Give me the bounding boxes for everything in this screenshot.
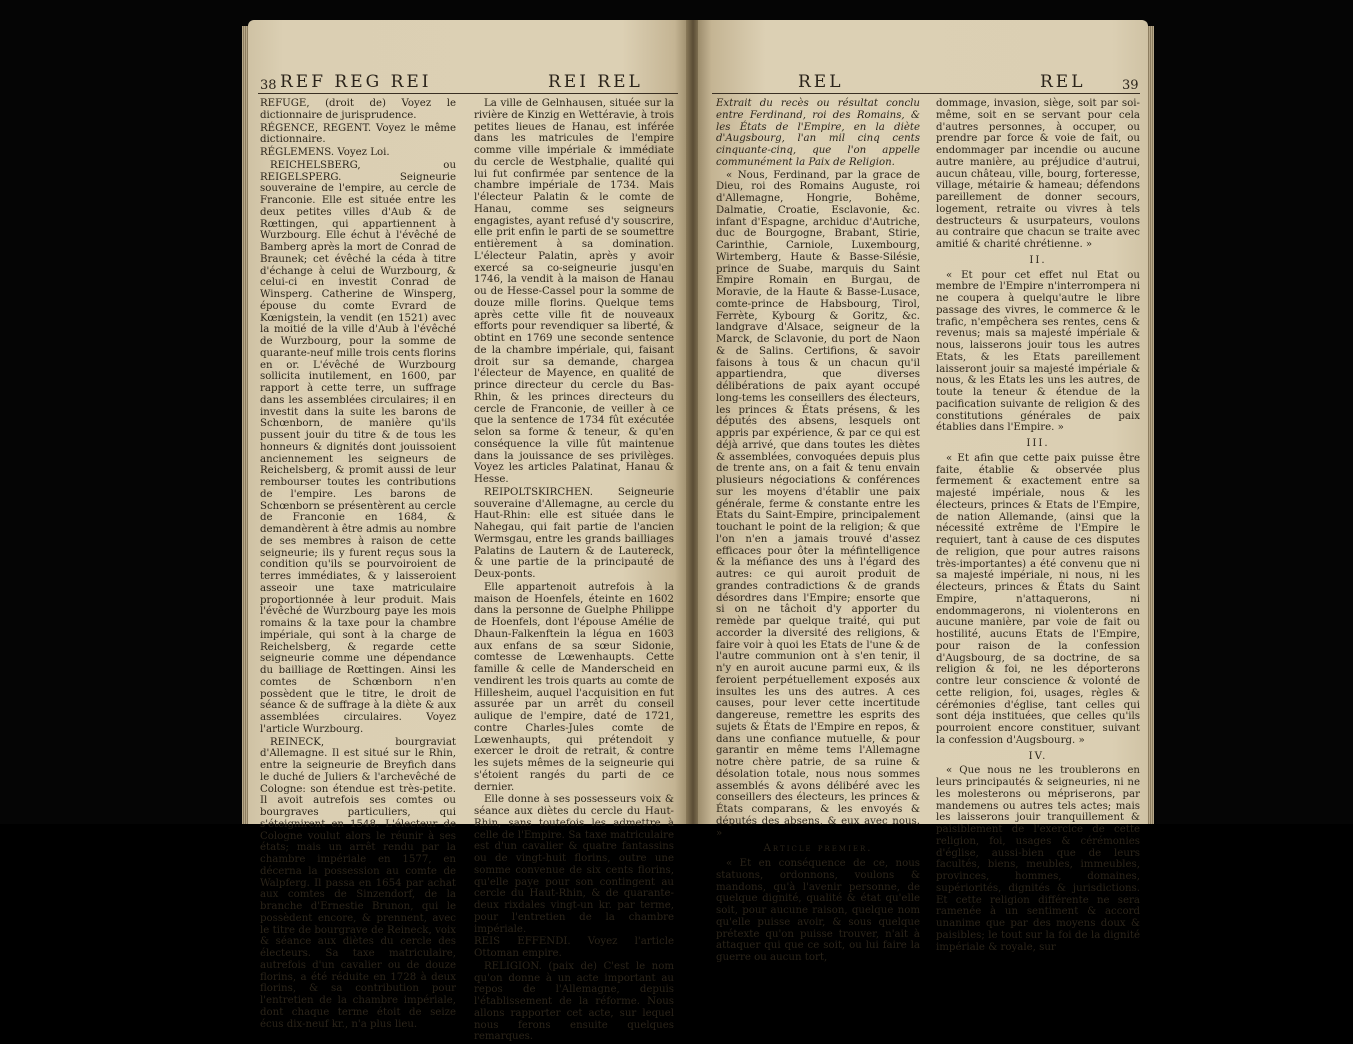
left-page [248, 20, 688, 1043]
paragraph: Article premier. [763, 843, 873, 855]
paragraph: « Et en conséquence de ce, nous statuons, ordonnons, voulons & mandons, qu'à l'avenir personne, de quelque dignité, qualité & état qu'elle soit, pour aucune raison, quelque nom qu'elle puisse avoir, & sous quelque prétexte qu'on puisse trouver, n'ait à attaquer qui que ce soit, ou lui faire la guerre ou aucun tort, [716, 858, 920, 963]
paragraph: « Que nous ne les troublerons en leurs principautés & seigneuries, ni ne les molesterons ou mépriserons, par mandemens ou autres tels actes; mais les laisserons jouir tranquillement & paisiblement de l'exercice de cette religion, foi, usages & cérémonies d'église, aussi-bien que de leurs facultés, biens, meubles, immeubles, provinces, hommes, domaines, supériorités, dignités & jurisdictions. Et cette religion différente ne sera ramenée à un sentiment & accord unanime que par des moyens doux & paisibles; le tout sur la foi de la dignité impériale & royale, sur [936, 765, 1140, 953]
right-column-2 [936, 98, 1140, 954]
paragraph: III. [1026, 438, 1050, 449]
paragraph: REIS EFFENDI. Voyez l'article Ottoman empire. [474, 936, 674, 959]
paragraph: « Et pour cet effet nul Etat ou membre de l'Empire n'interrompera ni ne coupera à quelqu'autre le libre passage des vivres, le commerce & le trafic, n'empêchera ses rentes, cens & revenus; mais sa majesté impériale & nous, laisserons jouir tous les autres Etats, & les Etats pareillement laisseront jouir sa majesté impériale & nous, & les Etats les uns les autres, de toute la teneur & étendue de la pacification suivante de religion & des constitutions générales de paix établies dans l'Empire. » [936, 269, 1140, 434]
right-head-rule [712, 93, 1140, 94]
right-page [698, 20, 1148, 963]
paragraph: « Et afin que cette paix puisse être faite, établie & observée plus fermement & exactement entre sa majesté impériale, nous & les électeurs, princes & Etats de l'Empire, de nation Allemande, (ainsi que la nécessité extrême de l'Empire le requiert, tant à cause de ces disputes de religion, que pour autres raisons très-importantes) a été convenu que ni sa majesté impériale, ni nous, ni les électeurs, princes & États du Saint Empire, n'attaquerons, ni endommagerons, ni violenterons en aucune manière, par voie de fait ou hostilité, aucuns Etats de l'Empire, pour raison de la confession d'Augsbourg, de sa doctrine, de sa religion & foi, ne les déporterons contre leur conscience & volonté de cette religion, foi, usages, règles & cérémonies d'église, tant celles qui sont déja instituées, que celles qu'ils pourroient encore constituer, suivant la confession d'Augsbourg. » [936, 452, 1140, 746]
left-head-rule [258, 93, 678, 94]
paragraph: REINECK, bourgraviat d'Allemagne. Il est situé sur le Rhin, entre la seigneurie de Breyfich dans le duché de Juliers & l'archevêché de Cologne: son étendue est très-petite. Il avoit autrefois ses comtes ou bourgraves particuliers, qui s'éteignirent en 1548. L'électeur de Cologne voulut alors le réunir à ses états; mais un arrêt rendu par la chambre impériale en 1577, en décerna la possession au comte de Walpferg. Il passa en 1654 par achat aux comtes de Sinzendorf, de la branche d'Ernestie Brunon, qui le possèdent encore, & prennent, avec le titre de bourgrave de Reineck, voix & séance aux diètes du cercle des électeurs. Sa taxe matriculaire, autrefois d'un cavalier ou de douze florins, a été réduite en 1728 à deux florins, & sa contribution pour l'entretien de la chambre impériale, dont chaque terme étoit de seize écus dix-neuf kr., n'a plus lieu. [260, 736, 456, 1030]
open-book [248, 12, 1148, 1043]
paragraph: La ville de Gelnhausen, située sur la rivière de Kinzig en Wettéravie, à trois petites lieues de Hanau, est inférée dans les matricules de l'empire comme ville impériale & immédiate du cercle de Westphalie, qualité qui lui fut confirmée par sentence de la chambre impériale de 1734. Mais l'électeur Palatin & le comte de Hanau, comme ses seigneurs engagistes, ayant refusé d'y souscrire, elle prit enfin le parti de se soumettre entièrement à sa domination. L'électeur Palatin, après y avoir exercé sa co-seigneurie jusqu'en 1746, la vendit à la maison de Hanau ou de Hesse-Cassel pour la somme de douze mille florins. Quelque tems après cette ville fit de nouveaux efforts pour revendiquer sa liberté, & obtint en 1769 une seconde sentence de la chambre impériale, qui, faisant droit sur sa demande, chargea l'électeur de Mayence, en qualité de prince directeur du cercle du Bas-Rhin, & les princes directeurs du cercle de Franconie, de veiller à ce que la sentence de 1734 fût exécutée selon sa forme & teneur, & qu'en conséquence la ville fût maintenue dans la jouissance de ses privilèges. Voyez les articles Palatinat, Hanau & Hesse. [474, 98, 674, 485]
right-column-1 [716, 98, 920, 965]
paragraph: IV. [1028, 750, 1048, 762]
paragraph: REFUGE, (droit de) Voyez le dictionnaire de jurisprudence. [260, 98, 456, 121]
right-running-head-left: REL [798, 72, 844, 92]
paragraph: REICHELSBERG, ou REIGELSPERG. Seigneurie souveraine de l'empire, au cercle de Franconie. Elle est située entre les deux petites villes d'Aub & de Rœttingen, qui appartiennent à Wurzbourg. Elle échut à l'évêché de Bamberg après la mort de Conrad de Braunek; cet évêché la céda à titre d'échange à celui de Wurzbourg, & celui-ci en investit Conrad de Winsperg. Catherine de Winsperg, épouse du comte Evrard de Kœnigstein, la vendit (en 1521) avec la moitié de la ville d'Aub à l'évêché de Wurzbourg, pour la somme de quarante-neuf mille trois cents florins en or. L'évêché de Wurzbourg sollicita inutilement, en 1600, par rapport à cette terre, un suffrage dans les assemblées circulaires; il en investit dans la suite les barons de Schœnborn, de manière qu'ils pussent jouir du titre & de tous les honneurs & dignités dont jouissoient anciennement les seigneurs de Reichelsberg, & promit aussi de leur rembourser toutes les contributions de l'empire. Les barons de Schœnborn se présentèrent au cercle de Franconie en 1684, & demandèrent à être admis au nombre de ses membres à raison de cette seigneurie; ils y furent reçus sous la condition qu'ils se pourvoiroient de terres immédiates, & y laisseroient asseoir une taxe matriculaire proportionnée à leur produit. Mais l'évêché de Wurzbourg paye les mois romains & la taxe pour la chambre impériale, qui sont à la charge de Reichelsberg, & regarde cette seigneurie comme une dépendance du bailliage de Rœttingen. Ainsi les comtes de Schœnborn n'en possèdent que le titre, le droit de séance & de suffrage à la diète & aux assemblées circulaires. Voyez l'article Wurzbourg. [260, 159, 456, 735]
right-running-head-right: REL [1040, 72, 1086, 92]
paragraph: dommage, invasion, siège, soit par soi-même, soit en se servant pour cela d'autres personnes, à occuper, ou prendre par force & voie de fait, ou endommager par incendie ou aucune autre manière, au préjudice d'autrui, aucun château, ville, bourg, forteresse, village, métairie & hameau; défendons pareillement de donner secours, logement, retraite ou vivres à tels destructeurs & usurpateurs, voulons au contraire que chacun se traite avec amitié & charité chrétienne. » [936, 98, 1140, 250]
paragraph: Elle appartenoit autrefois à la maison de Hoenfels, éteinte en 1602 dans la personne de Guelphe Philippe de Hoenfels, dont l'épouse Amélie de Dhaun-Falkenftein la légua en 1603 aux enfans de sa sœur Sidonie, comtesse de Lœwenhaupts. Cette famille & celle de Manderscheid en vendirent les trois quarts au comte de Hillesheim, auquel l'acquisition en fut assurée par un arrêt du conseil aulique de l'empire, daté de 1721, contre Charles-Jules comte de Lœwenhaupts, qui prétendoit y exercer le droit de retrait, & contre les sujets mêmes de la seigneurie qui s'étoient rangés du parti de ce dernier. [474, 581, 674, 793]
right-page-number: 39 [1122, 78, 1139, 93]
paragraph: « Nous, Ferdinand, par la grace de Dieu, roi des Romains Auguste, roi d'Allemagne, Hongrie, Bohême, Dalmatie, Croatie, Esclavonie, &c. infant d'Espagne, archiduc d'Autriche, duc de Bourgogne, Brabant, Stirie, Carinthie, Carniole, Luxembourg, Wirtemberg, Haute & Basse-Silésie, prince de Suabe, marquis du Saint Empire Romain en Burgau, de Moravie, de la Haute & Basse-Lusace, comte-prince de Habsbourg, Tirol, Ferrète, Kybourg & Goritz, &c. landgrave d'Alsace, seigneur de la Marck, de Sclavonie, du port de Naon & de Salins. Certifions, & savoir faisons à tous & un chacun qu'il appartiendra, que diverses délibérations de paix ayant occupé long-tems les conseillers des électeurs, les princes & États présens, & les députés des absens, lesquels ont appris par expérience, & par ce qui est déjà arrivé, que dans toutes les diètes & assemblées, convoquées depuis plus de trente ans, on a fait & tenu envain plusieurs négociations & conférences sur les moyens d'établir une paix générale, ferme & constante entre les Etats du Saint-Empire, principalement touchant le point de la religion; & que l'on n'en a jamais trouvé d'assez efficaces pour ôter la méfintelligence & la méfiance des uns à l'égard des autres: ce qui auroit produit de grandes contradictions & de grands désordres dans l'Empire; ensorte que si on ne tâchoit d'y apporter du remède par quelque traité, qui put accorder la diversité des religions, & faire voir à quoi les Etats de l'une & de l'autre communion ont à s'en tenir, il n'y en auroit aucune parmi eux, & ils feroient perpétuellement exposés aux insultes les uns des autres. A ces causes, pour lever cette incertitude dangereuse, remettre les esprits des sujets & États de l'Empire en repos, & dans une confiance mutuelle, & pour garantir en même tems l'Allemagne notre chère patrie, de sa ruine & désolation totale, nous nous sommes assemblés & avons délibéré avec les conseillers des électeurs, les princes & États comparans, & les envoyés & députés des absens, & eux avec nous. » [716, 169, 920, 839]
left-running-head: REF REG REI [280, 72, 432, 92]
paragraph: RÉGLEMENS. Voyez Loi. [260, 147, 390, 158]
paragraph: Elle donne à ses possesseurs voix & séance aux diètes du cercle du Haut-Rhin, sans toutefois les admettre à celle de l'Empire. Sa taxe matriculaire est d'un cavalier & quatre fantassins ou de vingt-huit florins, outre une somme convenue de six cents florins, qu'elle paye pour son contingent au cercle du Haut-Rhin, & de quarante-deux rixdales vingt-un kr. par terme, pour l'entretien de la chambre impériale. [474, 794, 674, 935]
paragraph: REIPOLTSKIRCHEN. Seigneurie souveraine d'Allemagne, au cercle du Haut-Rhin: elle est située dans le Nahegau, qui fait partie de l'ancien Wermsgau, entre les grands bailliages Palatins de Lautern & de Lautereck, & une partie de la principauté de Deux-ponts. [474, 486, 674, 580]
left-page-number: 38 [260, 78, 277, 93]
left-column-1 [260, 98, 456, 1031]
paragraph: RÉGENCE, REGENT. Voyez le même dictionnaire. [260, 122, 456, 146]
left-running-head-center: REI REL [548, 72, 643, 92]
paragraph: Extrait du recès ou résultat conclu entre Ferdinand, roi des Romains, & les États de l'Empire, en la diète d'Augsbourg, l'an mil cinq cents cinquante-cinq, que l'on appelle communément la Paix de Religion. [716, 98, 920, 168]
paragraph: RELIGION. (paix de) C'est le nom qu'on donne à un acte important au repos de l'Allemagne, depuis l'établissement de la réforme. Nous allons rapporter cet acte, sur lequel nous ferons ensuite quelques remarques. [474, 960, 674, 1043]
left-column-2 [474, 98, 674, 1044]
paragraph: II. [1029, 254, 1047, 266]
